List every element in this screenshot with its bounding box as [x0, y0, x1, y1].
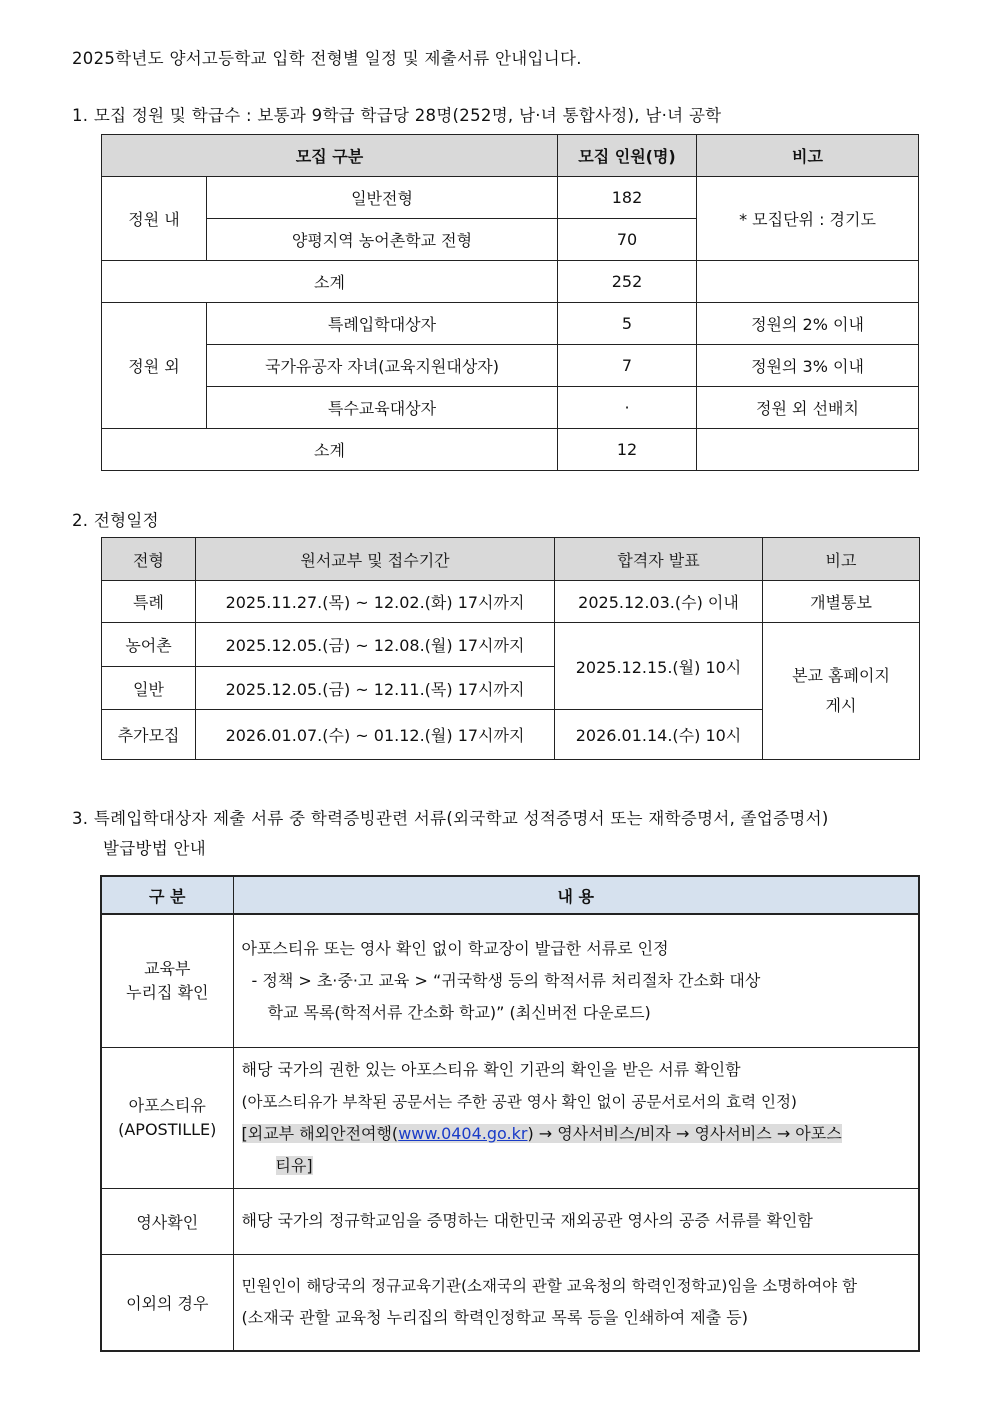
- row-name: 양평지역 농어촌학교 전형: [207, 219, 558, 261]
- row-count: ·: [558, 387, 697, 429]
- merged-note-line1: 본교 홈페이지: [792, 666, 890, 685]
- merged-announce: 2025.12.15.(월) 10시: [555, 623, 763, 710]
- merged-note: [763, 623, 920, 760]
- row-period: 2025.11.27.(목) ~ 12.02.(화) 17시까지: [196, 581, 555, 623]
- row-announce: 2025.12.03.(수) 이내: [555, 581, 763, 623]
- content-line2: - 정책 > 초·중·고 교육 > “귀국학생 등의 학적서류 처리절차 간소화 대상: [251, 970, 761, 990]
- category-line2: 누리집 확인: [126, 982, 209, 1002]
- category-line1: 아포스티유: [128, 1095, 206, 1115]
- content-line4-text: 티유]: [275, 1155, 313, 1175]
- header-type: 전형: [102, 538, 196, 581]
- row-content: [233, 914, 919, 1047]
- row-category: 이외의 경우: [101, 1254, 233, 1351]
- subtotal-row: [102, 261, 919, 303]
- consular-link[interactable]: www.0404.go.kr: [398, 1123, 528, 1143]
- row-name: 특수교육대상자: [207, 387, 558, 429]
- group-outer-label: 정원 외: [102, 303, 207, 429]
- section3-heading-line2: 발급방법 안내: [103, 839, 206, 858]
- row-count: 182: [558, 177, 697, 219]
- row-type: 추가모집: [102, 710, 196, 760]
- header-count: 모집 인원(명): [558, 135, 697, 177]
- row-count: 7: [558, 345, 697, 387]
- empty-cell: [697, 429, 919, 471]
- schedule-table: [101, 537, 920, 760]
- table-row: [102, 303, 919, 345]
- quota-table: [101, 134, 919, 471]
- row-content: 해당 국가의 정규학교임을 증명하는 대한민국 재외공관 영사의 공증 서류를 확인함: [233, 1188, 919, 1254]
- schedule-header-row: [102, 538, 920, 581]
- merged-note-line2: 게시: [825, 696, 857, 715]
- subtotal-label: 소계: [102, 261, 558, 303]
- row-count: 5: [558, 303, 697, 345]
- content-line4: [242, 1150, 911, 1182]
- category-line2: (APOSTILLE): [118, 1119, 217, 1139]
- content-line3-end: ) → 영사서비스/비자 → 영사서비스 → 아포스: [527, 1123, 842, 1143]
- row-name: 국가유공자 자녀(교육지원대상자): [207, 345, 558, 387]
- header-note: 비고: [763, 538, 920, 581]
- header-note: 비고: [697, 135, 919, 177]
- subtotal-value: 12: [558, 429, 697, 471]
- documents-header-row: [101, 876, 919, 914]
- row-category: 영사확인: [101, 1188, 233, 1254]
- row-type: 특례: [102, 581, 196, 623]
- documents-table: [100, 875, 920, 1352]
- table-row: [102, 387, 919, 429]
- row-count: 70: [558, 219, 697, 261]
- row-type: 일반: [102, 667, 196, 710]
- header-content: 내 용: [233, 876, 919, 914]
- header-period: 원서교부 및 접수기간: [196, 538, 555, 581]
- quota-header-row: [102, 135, 919, 177]
- group-inner-label: 정원 내: [102, 177, 207, 261]
- row-period: 2025.12.05.(금) ~ 12.08.(월) 17시까지: [196, 623, 555, 667]
- table-row: [102, 345, 919, 387]
- subtotal-value: 252: [558, 261, 697, 303]
- table-row: [101, 1047, 919, 1188]
- content-line3: 학교 목록(학적서류 간소화 학교)” (최신버전 다운로드): [267, 1002, 651, 1022]
- row-category: [101, 914, 233, 1047]
- content-line3-start: [외교부 해외안전여행(: [241, 1123, 399, 1143]
- subtotal-label: 소계: [102, 429, 558, 471]
- table-row: [101, 1254, 919, 1351]
- row-note: 개별통보: [763, 581, 920, 623]
- subtotal-row: [102, 429, 919, 471]
- row-name: 특례입학대상자: [207, 303, 558, 345]
- header-category: 구 분: [101, 876, 233, 914]
- content-line2: (아포스티유가 부착된 공문서는 주한 공관 영사 확인 없이 공문서로서의 효력 인정): [241, 1092, 797, 1111]
- header-announce: 합격자 발표: [555, 538, 763, 581]
- section1-heading: 1. 모집 정원 및 학급수 : 보통과 9학급 학급당 28명(252명, 남·녀 통합사정), 남·녀 공학: [72, 106, 722, 125]
- row-announce: 2026.01.14.(수) 10시: [555, 710, 763, 760]
- row-name: 일반전형: [207, 177, 558, 219]
- empty-cell: [697, 261, 919, 303]
- row-type: 농어촌: [102, 623, 196, 667]
- row-content: [233, 1254, 919, 1351]
- row-note: 정원 외 선배치: [697, 387, 919, 429]
- section3-heading-line1: 3. 특례입학대상자 제출 서류 중 학력증빙관련 서류(외국학교 성적증명서 또는 재학증명서, 졸업증명서): [72, 809, 829, 828]
- inner-note: * 모집단위 : 경기도: [697, 177, 919, 261]
- table-row: [101, 914, 919, 1047]
- row-note: 정원의 3% 이내: [697, 345, 919, 387]
- row-period: 2026.01.07.(수) ~ 01.12.(월) 17시까지: [196, 710, 555, 760]
- row-period: 2025.12.05.(금) ~ 12.11.(목) 17시까지: [196, 667, 555, 710]
- row-content: [233, 1047, 919, 1188]
- row-category: [101, 1047, 233, 1188]
- table-row: [102, 623, 920, 667]
- content-line1: 민원인이 해당국의 정규교육기관(소재국의 관할 교육청의 학력인정학교)임을 소명하여야 함: [241, 1277, 858, 1296]
- table-row: [101, 1188, 919, 1254]
- section2-heading: 2. 전형일정: [72, 511, 159, 530]
- content-line1: 해당 국가의 권한 있는 아포스티유 확인 기관의 확인을 받은 서류 확인함: [241, 1059, 741, 1079]
- content-line1: 아포스티유 또는 영사 확인 없이 학교장이 발급한 서류로 인정: [241, 938, 669, 958]
- content-line3: [242, 1118, 911, 1150]
- table-row: [102, 177, 919, 219]
- row-note: 정원의 2% 이내: [697, 303, 919, 345]
- category-line1: 교육부: [144, 958, 191, 978]
- header-category: 모집 구분: [102, 135, 558, 177]
- table-row: [102, 581, 920, 623]
- content-line2: (소재국 관할 교육청 누리집의 학력인정학교 목록 등을 인쇄하여 제출 등): [241, 1308, 748, 1328]
- intro-text: 2025학년도 양서고등학교 입학 전형별 일정 및 제출서류 안내입니다.: [72, 49, 582, 68]
